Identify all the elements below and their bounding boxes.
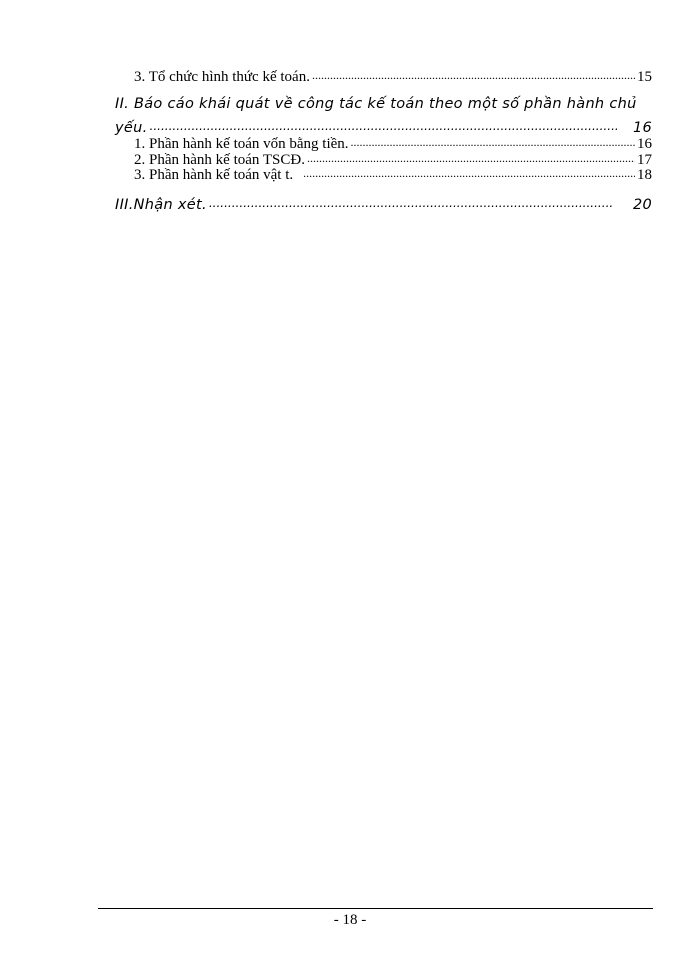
toc-section-title-cont: yếu. [115, 119, 148, 136]
toc-entry-page: 17 [637, 152, 652, 168]
leader-dots [312, 66, 635, 81]
toc-entry-page: 18 [637, 167, 652, 183]
toc-entry-label: 3. Phần hành kế toán vật t. [134, 167, 294, 183]
toc-entry-label: 2. Phần hành kế toán TSCĐ. [134, 152, 305, 168]
toc-section-2-line1 [115, 96, 655, 112]
leader-dots [150, 117, 617, 132]
toc-section-title: II. Báo cáo khái quát về công tác kế toán theo một số phần hành chủ [115, 96, 637, 112]
page-number: - 18 - [333, 912, 367, 928]
footer-rule [98, 908, 653, 909]
toc-section-page: 16 [632, 119, 652, 136]
toc-entry-label: 3. Tổ chức hình thức kế toán. [134, 69, 310, 85]
leader-dots [209, 194, 613, 209]
toc-entry-3 [134, 66, 652, 86]
leader-dots [351, 133, 635, 148]
toc-entry-page: 16 [637, 136, 652, 152]
toc-entry-label: 1. Phần hành kế toán vốn bằng tiền. [134, 136, 349, 152]
leader-dots [307, 149, 635, 164]
toc-sub-3 [134, 164, 652, 184]
toc-section-title: III.Nhận xét. [115, 196, 207, 213]
leader-dots [303, 164, 635, 179]
toc-section-3 [115, 194, 652, 213]
toc-section-page: 20 [632, 196, 652, 213]
toc-entry-page: 15 [637, 69, 652, 85]
